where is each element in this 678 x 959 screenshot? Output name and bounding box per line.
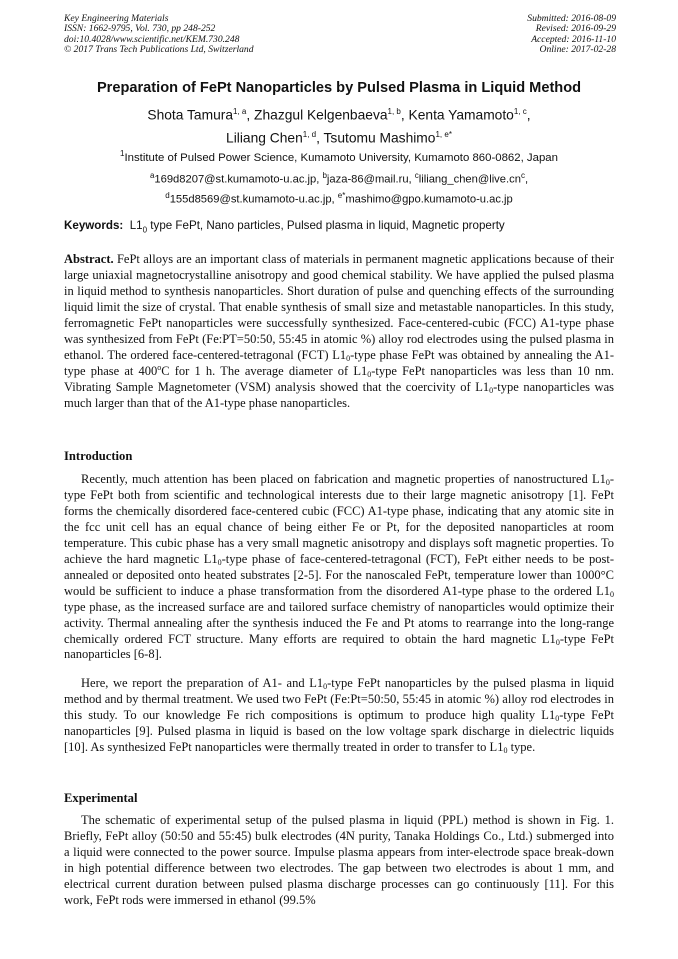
affiliation bbox=[40, 149, 638, 164]
accepted-date: Accepted: 2016-11-10 bbox=[531, 33, 616, 45]
corresponding-mark: e* bbox=[337, 190, 346, 200]
affiliation-text: Institute of Pulsed Power Science, Kumamoto University, Kumamoto 860-0862, Japan bbox=[124, 151, 558, 164]
keywords-label: Keywords: bbox=[64, 219, 124, 232]
abstract-paragraph: Abstract. FePt alloys are an important class of materials in permanent magnetic applications because of their large uniaxial magnetocrystalline anisotropy and good chemical stability. We have applied the pulsed plasma in liquid method to synthesis nanoparticles. Short duration of pulse and quenching effects of the surrounding liquid limit the size of crystal. That enable synthesis of small size and metastable nanoparticles. In this study, ferromagnetic FePt nanoparticles were successfully synthesized. Face-centered-cubic (FCC) A1-type phase was synthesized from FePt (Fe:PT=50:50, 55:45 in atomic %) alloy rod electrodes using the pulsed plasma in ethanol. The ordered face-centered-tetragonal (FCT) $L1_0$-type phase FePt was obtained by annealing the A1-type phase at 400$^o$C for 1 h. The average diameter of $L1_0$-type FePt nanoparticles was less than 10 nm. Vibrating Sample Magnetometer (VSM) analysis showed that the coercivity of $L1_0$-type nanoparticles was much larger than that of the A1-type phase nanoparticles. bbox=[64, 252, 615, 410]
author-affil-mark: 1, a bbox=[233, 107, 247, 116]
email-link[interactable]: mashimo@gpo.kumamoto-u.ac.jp bbox=[345, 193, 513, 206]
introduction-paragraph-1: Recently, much attention has been placed on fabrication and magnetic properties of nanostructured $L1_0$-type FePt both from scientific and technological interests due to their large magnetic anisotropy [1]. FePt forms the chemically disordered face-centered cubic (FCC) A1-type phase, indicating that any atomic site in the fcc unit cell has an equal chance of being either Fe or Pt, for the deposited nanoparticles at room temperature. This cubic phase has a very small magnetic anisotropy and displays soft magnetic properties. To achieve the hard magnetic $L1_0$-type phase of face-centered-tetragonal (FCT), FePt either needs to be post-annealed or deposited onto heated substrates [2-5]. For the nanoscaled FePt, temperature lower than 1000°C would be sufficient to induce a phase transformation from the disordered A1-type phase to the ordered $L1_0$ type phase, as the increased surface are and tailored surface chemistry of nanoparticles would optimize their activity. Thermal annealing after the synthesis induced the Fe and Pt atoms to rearrange into the long-range chemically ordered FCT structure. Many efforts are required to obtain the hard magnetic $L1_0$-type FePt nanoparticles [6-8]. bbox=[64, 472, 615, 662]
section-heading-experimental: Experimental bbox=[64, 791, 138, 805]
email-link[interactable]: 155d8569@st.kumamoto-u.ac.jp, bbox=[169, 193, 335, 206]
author-affil-mark: 1, e* bbox=[435, 129, 452, 139]
introduction-paragraph-2: Here, we report the preparation of A1- and $L1_0$-type FePt nanoparticles by the pulsed plasma in liquid method and by thermal treatment. We used two FePt (Fe:Pt=50:50, 55:45 in atomic %) alloy rod electrodes in this study. To our knowledge Fe rich compositions is optimum to produce high quality $L1_0$-type FePt nanoparticles [9]. Pulsed plasma in liquid is based on the low voltage spark discharge in dielectric liquids [10]. As synthesized FePt nanoparticles were thermally treated in order to transfer to $L1_0$ type. bbox=[64, 676, 614, 755]
abstract-label: Abstract. bbox=[64, 252, 114, 266]
author-affil-mark: 1, c bbox=[513, 107, 527, 116]
keywords-text: type FePt, Nano particles, Pulsed plasma in liquid, Magnetic property bbox=[147, 219, 505, 232]
affiliation-mark: 1 bbox=[120, 149, 125, 158]
email-link[interactable]: liliang_chen@live.cn bbox=[418, 173, 521, 186]
author-affil-mark: 1, b bbox=[387, 107, 401, 116]
journal-header-right bbox=[527, 14, 616, 56]
email-list: $^a$169d8207@st.kumamoto-u.ac.jp, $^b$jaza-86@mail.ru, $^cliliang\_chen@live.cn^c$, $^d$155d8569@st.kumamoto-u.ac.jp, $^{e*}$mashimo@gpo.kumamoto-u.ac.jp bbox=[149, 171, 529, 206]
submitted-date: Submitted: 2016-08-09 bbox=[527, 13, 616, 24]
journal-name: Key Engineering Materials bbox=[64, 13, 169, 24]
author-name: Tsutomu Mashimo bbox=[323, 130, 436, 146]
author-name: Kenta Yamamoto bbox=[408, 107, 514, 123]
doi-line: doi:10.4028/www.scientific.net/KEM.730.248 bbox=[64, 33, 240, 45]
online-date: Online: 2017-02-28 bbox=[539, 44, 616, 56]
email-link[interactable]: 169d8207@st.kumamoto-u.ac.jp, bbox=[154, 173, 320, 186]
keywords: Keywords: $L1_0$ type FePt, Nano particles, Pulsed plasma in liquid, Magnetic property bbox=[64, 219, 505, 235]
copyright-line: © 2017 Trans Tech Publications Ltd, Switzerland bbox=[64, 44, 254, 56]
author-affil-mark: 1, d bbox=[302, 129, 317, 139]
issn-line: ISSN: 1662-9795, Vol. 730, pp 248-252 bbox=[64, 23, 216, 35]
revised-date: Revised: 2016-09-29 bbox=[535, 23, 616, 35]
section-heading-introduction: Introduction bbox=[64, 449, 133, 463]
author-list: Shota Tamura$^{1, a}$, Zhazgul Kelgenbaeva$^{1, b}$, Kenta Yamamoto$^{1, c}$, Liliang Chen$^{1, d}$, Tsutomu Mashimo$^{1, e*}$ bbox=[147, 107, 531, 146]
author-name: Shota Tamura bbox=[147, 107, 234, 123]
experimental-paragraph-1: The schematic of experimental setup of the pulsed plasma in liquid (PPL) method is shown in Fig. 1. Briefly, FePt alloy (50:50 and 55:45) bulk electrodes (4N purity, Tanaka Holdings Co., Ltd.) submerged into a liquid were connected to the power source. Impulse plasma appears from inter-electrode space break-down in high potential difference between two electrodes. The gap between two electrodes is about 1 mm, and electrical current duration between pulsed plasma discharge processes can go continuously [11]. For this work, FePt rods were immersed in ethanol (99.5% bbox=[64, 813, 614, 907]
journal-header-left bbox=[64, 14, 254, 56]
email-link[interactable]: jaza-86@mail.ru, bbox=[326, 173, 412, 186]
author-name: Zhazgul Kelgenbaeva bbox=[254, 107, 388, 123]
author-name: Liliang Chen bbox=[226, 130, 303, 146]
paper-title: Preparation of FePt Nanoparticles by Pulsed Plasma in Liquid Method bbox=[96, 80, 582, 96]
